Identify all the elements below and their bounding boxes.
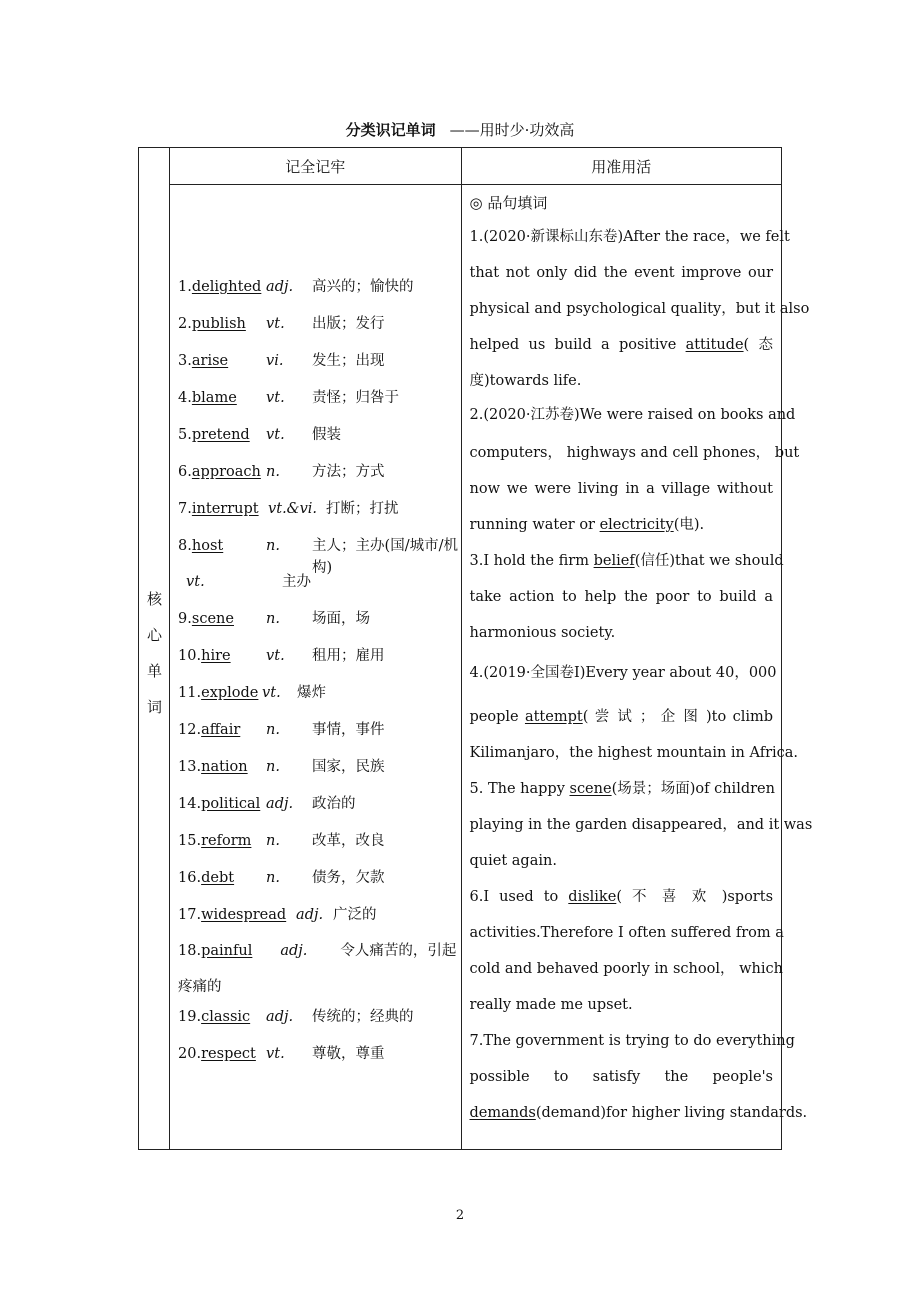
word-pos: vt. (266, 427, 285, 443)
sentence-line: activities.Therefore I often suffered from a (469, 925, 784, 941)
sentence-text: (信任)that we should (634, 553, 784, 569)
section-title (0, 120, 920, 140)
word-entry (178, 718, 458, 755)
column-header-use: 用准用活 (461, 148, 782, 185)
word-term: reform (201, 833, 252, 849)
word-term: classic (201, 1009, 251, 1025)
page-number: 2 (455, 1208, 465, 1223)
word-number: 16. (178, 870, 202, 886)
word-meaning: 责怪；归咎于 (312, 390, 400, 406)
sentence-line: 7.The government is trying to do everything (469, 1033, 795, 1049)
word-meaning: 发生；出现 (312, 353, 385, 369)
word-meaning: 主人；主办(国/城市/机构) (312, 538, 458, 576)
word-number: 10. (178, 648, 202, 664)
word-pos: vt. (266, 648, 285, 664)
sentence-text: ( 尝 试 ； 企 图 )to climb (582, 709, 774, 725)
word-pos: vi. (266, 353, 284, 369)
exercise-sentence-4 (469, 662, 799, 778)
sentence-line: really made me upset. (469, 997, 633, 1013)
answer-word: scene (569, 781, 612, 797)
word-meaning: 改革，改良 (312, 833, 385, 849)
word-number: 8. (178, 538, 192, 554)
word-entry (178, 755, 458, 792)
side-label-char: 单 (146, 662, 162, 680)
word-term: debt (201, 870, 235, 886)
page-title: 分类识记单词 (345, 121, 436, 139)
sentence-text: ( 不 喜 欢 )sports (616, 889, 774, 905)
sentence-line (469, 1102, 808, 1138)
word-entry (178, 681, 458, 718)
exercise-sentence-1 (469, 226, 810, 404)
word-number: 11. (178, 685, 202, 701)
word-number: 14. (178, 796, 202, 812)
sentence-line: 1.(2020·新课标山东卷)After the race，we felt (469, 229, 790, 245)
word-pos: adj. (266, 796, 294, 812)
word-pos: adj. (280, 943, 308, 959)
word-meaning: 场面，场 (312, 611, 371, 627)
answer-word: attitude (685, 337, 744, 353)
word-pos: adj. (296, 907, 324, 923)
sentence-line: playing in the garden disappeared，and it was (469, 817, 813, 833)
sentence-line (470, 334, 774, 370)
exercise-sentence-3 (469, 550, 784, 662)
sentence-text: 5. The happy (469, 781, 570, 797)
exercise-sentence-2 (469, 404, 800, 550)
word-pos: n. (266, 538, 280, 554)
word-term: pretend (191, 427, 250, 443)
sentence-line (470, 886, 774, 922)
side-label (139, 581, 170, 725)
sentence-line: Kilimanjaro，the highest mountain in Africa. (469, 745, 799, 761)
word-entry (178, 607, 458, 644)
word-entry (178, 423, 458, 460)
sentence-line: 度)towards life. (469, 373, 582, 389)
word-number: 18. (178, 943, 202, 959)
word-meaning: 令人痛苦的，引起疼痛的 (178, 943, 457, 995)
word-term: painful (201, 943, 253, 959)
word-number: 9. (178, 611, 192, 627)
sentence-line: 2.(2020·江苏卷)We were raised on books and (469, 407, 796, 423)
word-entry (178, 1005, 458, 1042)
word-pos: vt. (266, 1046, 285, 1062)
word-entry (178, 312, 458, 349)
word-number: 7. (178, 501, 192, 517)
table-header-row (139, 148, 782, 185)
word-meaning: 国家，民族 (312, 759, 385, 775)
word-entry (178, 829, 458, 866)
exercise-sentence-5 (469, 778, 813, 886)
column-header-memorize: 记全记牢 (170, 148, 461, 185)
exercise-list (462, 185, 813, 1138)
word-number: 13. (178, 759, 202, 775)
word-number: 12. (178, 722, 202, 738)
sentence-text: helped us build a positive (469, 337, 686, 353)
word-term: publish (191, 316, 246, 332)
word-number: 2. (178, 316, 192, 332)
answer-word: electricity (599, 517, 674, 533)
word-meaning: 债务，欠款 (312, 870, 385, 886)
side-label-char: 词 (146, 698, 162, 716)
word-meaning: 传统的；经典的 (312, 1009, 414, 1025)
answer-word: attempt (524, 709, 583, 725)
word-term: nation (201, 759, 248, 775)
side-label-char: 心 (146, 626, 162, 644)
sentence-text: people (469, 709, 525, 725)
sentence-text: (电). (673, 517, 705, 533)
word-meaning: 假装 (312, 427, 342, 443)
word-term: interrupt (191, 501, 259, 517)
word-meaning: 高兴的；愉快的 (312, 279, 414, 295)
word-pos: n. (266, 833, 280, 849)
word-meaning: 打断；打扰 (326, 501, 399, 517)
word-meaning: 租用；雇用 (312, 648, 385, 664)
word-term: scene (191, 611, 234, 627)
exercise-heading: ◎ 品句填词 (469, 194, 548, 212)
answer-word: belief (593, 553, 635, 569)
word-entry (178, 644, 458, 681)
word-term: blame (191, 390, 237, 406)
exercise-cell (461, 185, 813, 1150)
word-number: 1. (178, 279, 192, 295)
page-subtitle: ——用时少·功效高 (449, 121, 575, 139)
word-entry (178, 1042, 458, 1079)
word-entry (178, 933, 458, 1005)
sentence-line: cold and behaved poorly in school， which (469, 961, 783, 977)
sentence-text: 3.I hold the firm (469, 553, 594, 569)
sentence-line: harmonious society. (469, 625, 616, 641)
word-entry (178, 386, 458, 423)
word-term: explode (201, 685, 259, 701)
word-meaning: 事情，事件 (312, 722, 385, 738)
word-pos: vt. (262, 685, 281, 701)
word-number: 19. (178, 1009, 202, 1025)
vocabulary-table (138, 147, 813, 1150)
sentence-text: (场景；场面)of children (611, 781, 775, 797)
sentence-line (469, 550, 784, 586)
word-number: 6. (178, 464, 192, 480)
sentence-line (470, 514, 774, 550)
word-number: 3. (178, 353, 192, 369)
word-pos: n. (266, 759, 280, 775)
word-entry (178, 534, 458, 576)
word-meaning: 爆炸 (297, 685, 327, 701)
word-pos: n. (266, 464, 280, 480)
sentence-line: quiet again. (469, 853, 557, 869)
word-number: 5. (178, 427, 192, 443)
word-meaning: 主办 (282, 574, 312, 590)
answer-word: dislike (568, 889, 617, 905)
table-body-row (139, 185, 782, 1150)
word-pos: adj. (266, 279, 294, 295)
word-list (178, 275, 458, 1079)
sentence-text: 6.I used to (469, 889, 569, 905)
word-term: affair (201, 722, 241, 738)
word-entry (178, 349, 458, 386)
sentence-text: ( 态 (743, 337, 773, 353)
word-pos: n. (266, 611, 280, 627)
word-term: widespread (201, 907, 287, 923)
word-pos: adj. (266, 1009, 294, 1025)
word-number: 4. (178, 390, 192, 406)
word-entry (178, 460, 458, 497)
word-number: 17. (178, 907, 202, 923)
sentence-line: that not only did the event improve our (469, 265, 773, 281)
word-list-cell (170, 185, 461, 1150)
word-pos: n. (266, 722, 280, 738)
word-meaning: 出版；发行 (312, 316, 385, 332)
word-term: approach (191, 464, 261, 480)
side-label-cell (139, 148, 170, 1150)
word-term: respect (201, 1046, 256, 1062)
word-meaning: 广泛的 (333, 907, 377, 923)
exercise-sentence-6 (469, 886, 784, 1030)
sentence-line: computers， highways and cell phones， but (469, 445, 800, 461)
word-number: 15. (178, 833, 202, 849)
word-term: hire (201, 648, 231, 664)
word-pos: vt.&vi. (268, 501, 318, 517)
word-term: host (191, 538, 224, 554)
sentence-line (470, 706, 774, 742)
sentence-line: physical and psychological quality，but it also (469, 301, 810, 317)
word-term: political (201, 796, 261, 812)
word-pos: vt. (266, 390, 285, 406)
word-term: delighted (191, 279, 262, 295)
word-entry (178, 792, 458, 829)
word-meaning: 尊敬，尊重 (312, 1046, 385, 1062)
word-entry (178, 275, 458, 312)
sentence-text: running water or (469, 517, 600, 533)
word-meaning: 政治的 (312, 796, 356, 812)
word-entry (178, 497, 458, 534)
word-meaning: 方法；方式 (312, 464, 385, 480)
exercise-sentence-7 (469, 1030, 808, 1138)
sentence-line: possible to satisfy the people's (469, 1069, 773, 1085)
sentence-line: now we were living in a village without (469, 481, 773, 497)
word-pos: vt. (186, 574, 205, 590)
word-entry (178, 866, 458, 903)
sentence-line (470, 778, 774, 814)
sentence-line: take action to help the poor to build a (469, 589, 773, 605)
sentence-text: (demand)for higher living standards. (535, 1105, 808, 1121)
word-pos: vt. (266, 316, 285, 332)
sentence-line: 4.(2019·全国卷Ⅰ)Every year about 40，000 (469, 665, 777, 681)
word-pos: n. (266, 870, 280, 886)
answer-word: demands (469, 1105, 536, 1121)
side-label-char: 核 (146, 590, 162, 608)
word-term: arise (191, 353, 229, 369)
word-number: 20. (178, 1046, 202, 1062)
